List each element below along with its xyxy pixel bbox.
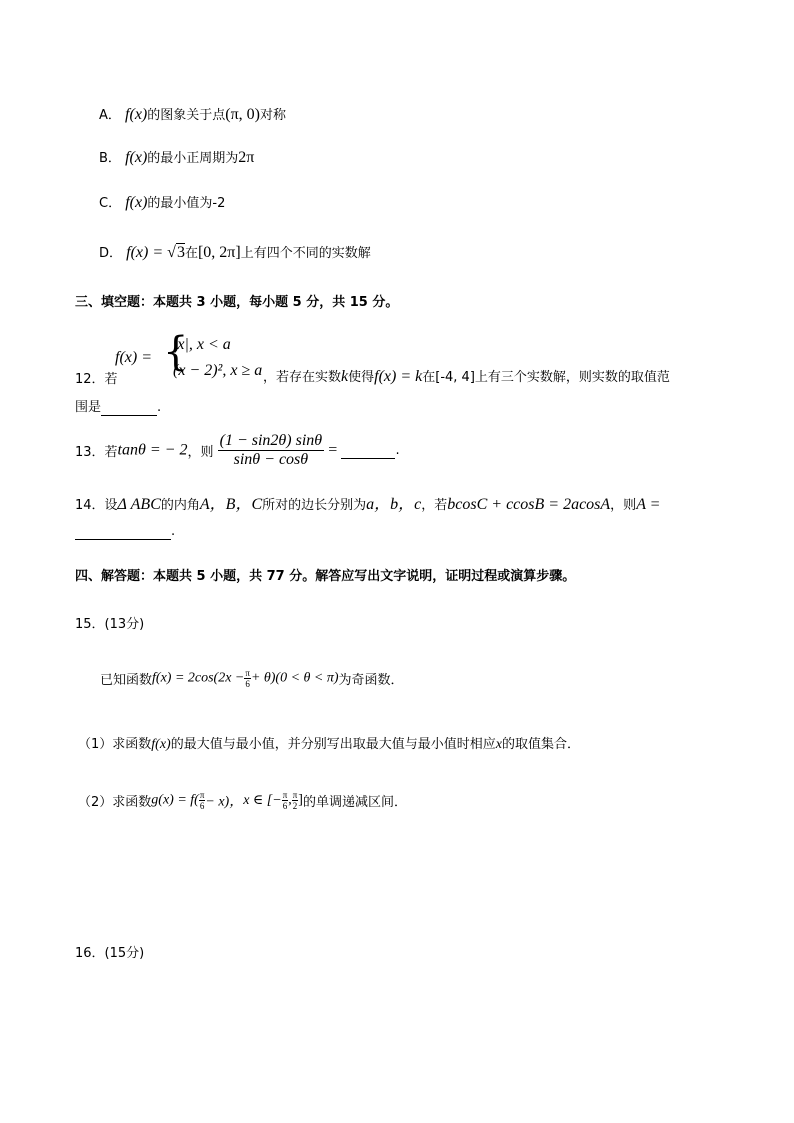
option-d-interval: [0, 2π] [197,244,241,261]
question-12 [75,329,775,387]
q12-text2: 使得 [348,370,375,385]
q12-k: k [341,368,349,385]
q15-func2: + θ)(0 < θ < π) [250,670,339,686]
option-b [99,147,254,167]
option-b-math: f(x) [125,149,148,166]
q15-intro2: 为奇函数． [338,673,404,688]
option-c-text1: 的最小值为-2 [147,196,226,211]
q15-num: 15．(13分) [75,617,145,632]
q13-fraction [218,432,325,469]
q15-p2-g2: − x)， [205,794,244,810]
q14-tri: Δ ABC [117,496,161,513]
q12-end: . [157,400,162,415]
q13-answer-blank[interactable] [341,443,395,459]
q13-eq: = [328,441,338,459]
q15-p2-frac1-den: 6 [199,801,205,811]
option-d-text1: 在 [184,246,198,261]
q15-p1-text: 的最大值与最小值，并分别写出取最大值与最小值时相应 [170,737,496,752]
section3-title: 三、填空题：本题共 3 小题，每小题 5 分，共 15 分。 [75,295,399,310]
q14-sides: a，b，c [366,496,422,513]
q13-num: 13．若 [75,445,118,460]
section4-title: 四、解答题：本题共 5 小题，共 77 分。解答应写出文字说明，证明过程或演算步骤。 [75,569,576,584]
q15-intro [100,668,404,689]
q13-cond: tanθ = − 2 [117,441,188,459]
option-a-label: A． [99,108,121,123]
q15-frac-den: 6 [245,679,250,689]
q15-intro1: 已知函数 [100,673,153,688]
option-d [99,242,371,262]
q15-p1-label: （1）求函数 [78,737,152,752]
q15-p2-frac2-den: 6 [282,801,288,811]
option-c-math: f(x) [125,194,148,211]
q14-num: 14．设 [75,498,118,513]
q14-text3: ，若 [421,498,448,513]
q13-text1: ，则 [187,445,214,460]
q14-answer-blank[interactable] [75,524,171,540]
q12-answer-blank[interactable] [101,400,157,416]
q15-p2-close: ] [298,792,303,808]
q14-text2: 所对的边长分别为 [262,498,367,513]
piecewise-brace: { [163,329,189,375]
q15-p2-g: g(x) = f( [151,792,199,808]
q14-ask: A = [636,496,661,513]
q15-part1 [78,733,580,753]
q12-case2: (x − 2)², x ≥ a [173,362,263,379]
option-a-text1: 的图象关于点 [147,108,226,123]
q13-numerator: (1 − sin2θ) sinθ [219,432,323,449]
q15-p2-end: 的单调递减区间． [302,795,407,810]
q15-p2-comma: , [288,792,292,808]
option-b-val: 2π [238,149,255,166]
q13-denominator: sinθ − cosθ [218,450,325,469]
q15-p1-fx: f(x) [151,737,171,752]
q14-text1: 的内角 [160,498,200,513]
option-c [99,192,225,212]
q12-text3: 在[-4, 4]上有三个实数解，则实数的取值范 [422,370,670,385]
sqrt-symbol: √ [167,244,176,261]
option-d-text2: 上有四个不同的实数解 [240,246,371,261]
option-d-math: f(x) = [126,244,168,261]
option-a [99,104,286,124]
option-c-label: C． [99,196,122,211]
q14-end: . [171,524,176,539]
option-b-text1: 的最小正周期为 [147,151,239,166]
question-14 [75,491,660,514]
q12-case1: |x|, x < a [173,336,231,353]
q16-num: 16．(15分) [75,946,145,961]
option-b-label: B． [99,151,121,166]
q15-func: f(x) = 2cos(2x − [152,670,245,686]
question-13 [75,432,400,469]
q13-end: . [395,443,400,458]
option-a-point: (π, 0) [225,106,260,123]
q12-text1: ，若存在实数 [263,370,342,385]
q12-num: 12．若 [75,372,118,387]
q14-text4: ，则 [610,498,637,513]
q15-p2-frac3-num: π [292,790,298,800]
q15-p2-frac1-num: π [199,790,205,800]
q15-p1-x: x [495,737,502,752]
q15-p2-frac3-den: 2 [292,801,298,811]
q12-fx: f(x) = [115,349,152,366]
q15-frac-num: π [245,668,250,678]
q14-cond: bcosC + ccosB = 2acosA [447,496,611,513]
q15-p2-label: （2）求函数 [78,795,152,810]
option-a-text2: 对称 [260,108,287,123]
q12-eq: f(x) = k [374,368,423,385]
q12-line2 [75,396,161,416]
q14-line2 [75,524,175,540]
q12-text4: 围是 [75,400,102,415]
q15-p2-x: x ∈ [− [243,793,282,808]
q14-angles: A，B，C [199,496,263,513]
option-d-sqrt-val: 3 [176,244,185,261]
option-d-label: D． [99,246,123,261]
q15-p1-end: 的取值集合． [501,737,580,752]
option-a-math: f(x) [125,106,148,123]
q15-part2 [78,790,407,811]
q15-p2-frac2-num: π [282,790,288,800]
